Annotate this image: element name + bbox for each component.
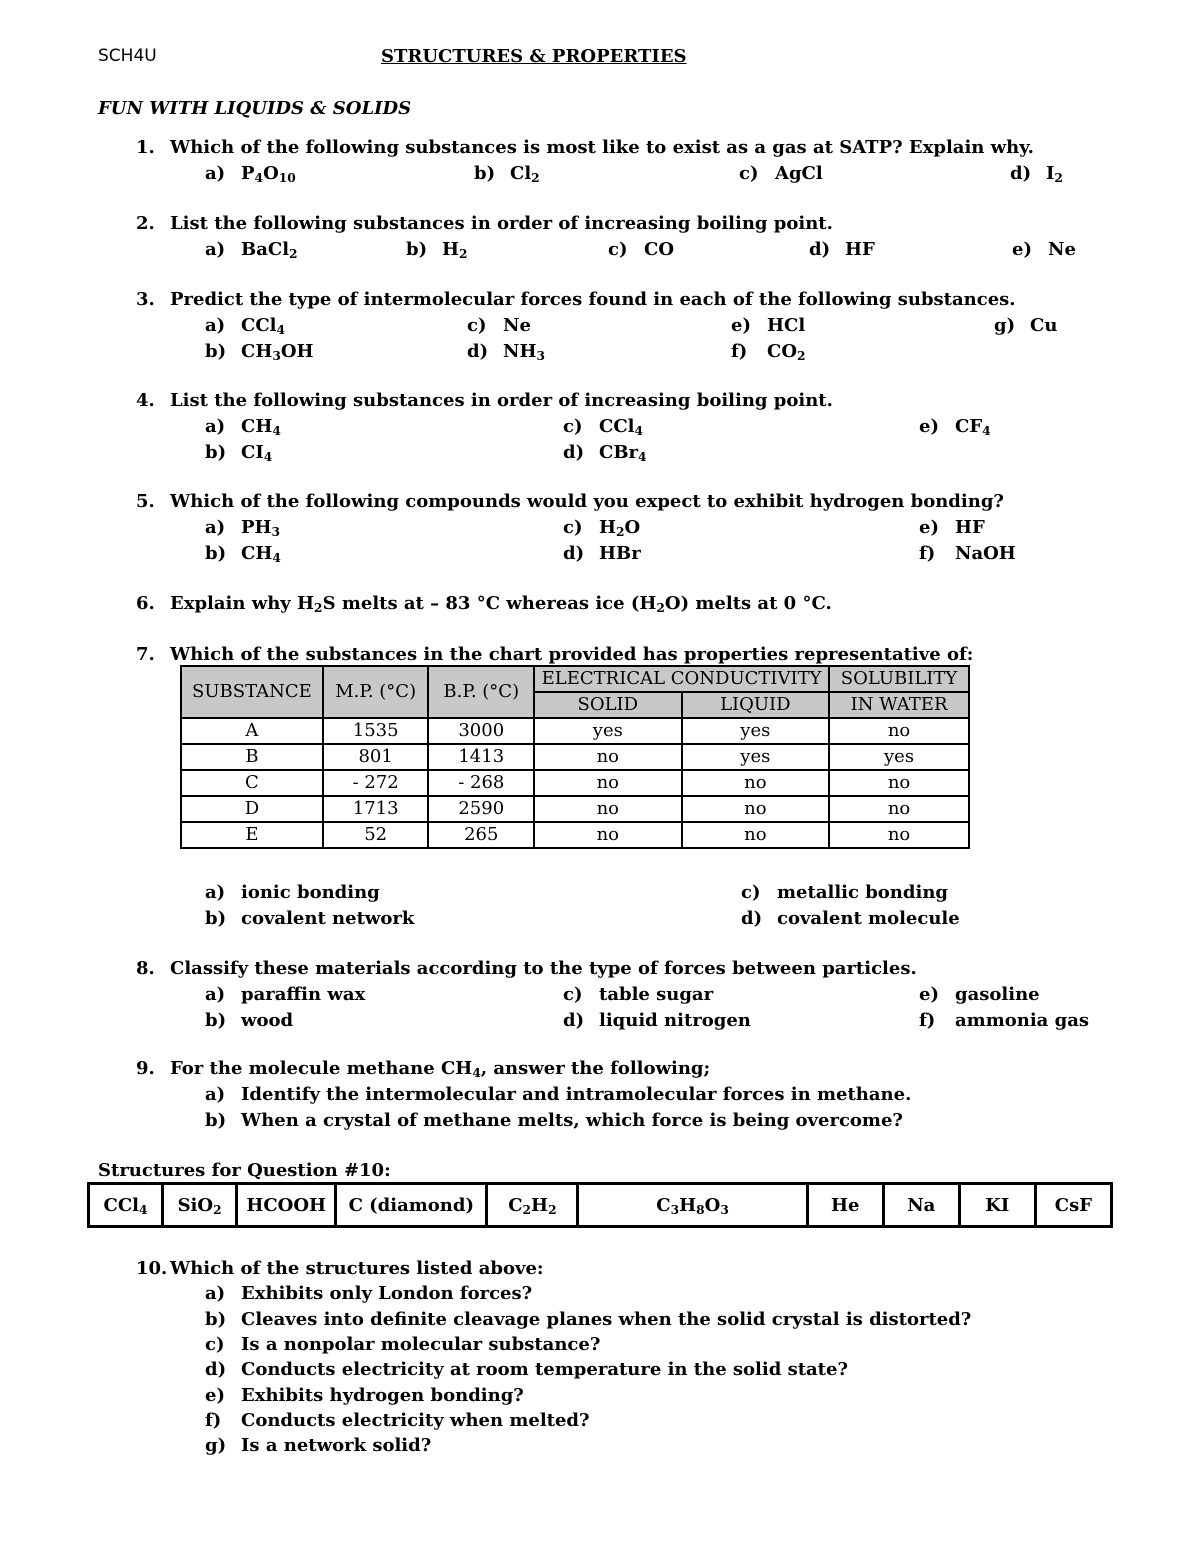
table-cell: no (829, 718, 969, 744)
header-melting-point: M.P. (°C) (323, 666, 429, 718)
structure-cell: CsF (1035, 1184, 1111, 1227)
option-text: CCl$_4$ (241, 315, 286, 338)
option-text: Identify the intermolecular and intramolecular forces in methane. (241, 1084, 912, 1105)
option-label: b) (474, 163, 496, 184)
q8-option (563, 986, 713, 1004)
option-text: HCl (767, 315, 806, 336)
structure-cell: $C_3H_8O_3$ (578, 1184, 807, 1227)
option-label: c) (205, 1334, 225, 1355)
q5-text: Which of the following compounds would you expect to exhibit hydrogen bonding? (170, 491, 1004, 512)
option-text: Exhibits only London forces? (241, 1283, 533, 1304)
q3-option (731, 341, 806, 364)
option-text: $CO_2$ (767, 341, 806, 364)
q5-number: 5. (136, 491, 155, 512)
option-label: a) (205, 315, 226, 336)
option-label: e) (205, 1385, 225, 1406)
option-label: d) (205, 1359, 227, 1380)
option-text: metallic bonding (777, 882, 948, 903)
table-cell: no (534, 744, 681, 770)
option-label: c) (608, 239, 628, 260)
table-cell: no (534, 822, 681, 848)
q8-option (919, 1012, 1089, 1030)
option-label: f) (919, 1010, 936, 1031)
q1-option (205, 163, 296, 186)
q10-option (205, 1285, 532, 1303)
q7-text: Which of the substances in the chart provided has properties representative of: (170, 644, 974, 665)
q5-option (919, 519, 985, 537)
option-label: a) (205, 882, 226, 903)
q10-option (205, 1387, 524, 1405)
q3-option (467, 317, 531, 335)
header-conductivity: ELECTRICAL CONDUCTIVITY (534, 666, 829, 692)
q5-option (205, 543, 281, 566)
q8-option (919, 986, 1040, 1004)
q4-option (205, 442, 273, 465)
page-title: STRUCTURES & PROPERTIES (381, 46, 687, 67)
table-cell: 801 (323, 744, 429, 770)
table-cell: C (181, 770, 323, 796)
option-text: gasoline (955, 984, 1040, 1005)
option-text: $H_2$ (442, 239, 468, 262)
option-text: $CH_4$ (241, 543, 281, 566)
option-label: d) (1010, 163, 1032, 184)
table-cell: no (682, 822, 830, 848)
option-label: d) (741, 908, 763, 929)
q1-text: Which of the following substances is most like to exist as a gas at SATP? Explain why. (170, 137, 1034, 158)
q10-option (205, 1336, 600, 1354)
structures-title: Structures for Question #10: (98, 1160, 391, 1181)
option-label: b) (205, 341, 227, 362)
table-cell: yes (534, 718, 681, 744)
q9-number: 9. (136, 1058, 155, 1079)
q3-option (205, 315, 286, 338)
option-label: e) (919, 517, 939, 538)
q2-number: 2. (136, 213, 155, 234)
option-label: d) (563, 442, 585, 463)
header-in-water: IN WATER (829, 692, 969, 718)
option-label: c) (741, 882, 761, 903)
q7-option (205, 910, 414, 928)
option-label: b) (205, 1010, 227, 1031)
table-cell: 1713 (323, 796, 429, 822)
table-cell: no (682, 770, 830, 796)
header-liquid: LIQUID (682, 692, 830, 718)
q9-option (205, 1112, 903, 1130)
option-text: CO (644, 239, 675, 260)
option-text: wood (241, 1010, 294, 1031)
table-cell: 2590 (428, 796, 534, 822)
option-label: c) (563, 517, 583, 538)
option-label: e) (731, 315, 751, 336)
table-cell: A (181, 718, 323, 744)
table-cell: no (829, 796, 969, 822)
q1-option (739, 165, 823, 183)
option-text: $Cl_2$ (510, 163, 540, 186)
option-label: b) (205, 543, 227, 564)
q10-option (205, 1437, 431, 1455)
option-label: f) (919, 543, 936, 564)
section-title: FUN WITH LIQUIDS & SOLIDS (98, 98, 412, 119)
q8-text: Classify these materials according to the type of forces between particles. (170, 958, 917, 979)
table-cell: 52 (323, 822, 429, 848)
option-text: Cu (1030, 315, 1058, 336)
option-label: e) (919, 416, 939, 437)
option-label: f) (205, 1410, 222, 1431)
option-label: d) (563, 1010, 585, 1031)
q8-option (205, 1012, 293, 1030)
header-solubility: SOLUBILITY (829, 666, 969, 692)
table-cell: B (181, 744, 323, 770)
option-text: Conducts electricity at room temperature in the solid state? (241, 1359, 848, 1380)
q1-option (1010, 163, 1063, 186)
table-row (181, 822, 969, 848)
option-text: covalent molecule (777, 908, 960, 929)
header-boiling-point: B.P. (°C) (428, 666, 534, 718)
option-text: $CF_4$ (955, 416, 991, 439)
q7-option (205, 884, 380, 902)
option-text: CCl$_4$ (599, 416, 644, 439)
q5-option (563, 545, 641, 563)
q7-option (741, 884, 948, 902)
option-text: $PH_3$ (241, 517, 281, 540)
option-text: covalent network (241, 908, 415, 929)
option-text: HF (845, 239, 875, 260)
structure-cell: KI (959, 1184, 1035, 1227)
q10-option (205, 1311, 971, 1329)
table-row (181, 796, 969, 822)
q2-option (1012, 241, 1076, 259)
option-text: Ne (1048, 239, 1076, 260)
structure-cell: He (807, 1184, 883, 1227)
option-label: b) (406, 239, 428, 260)
structure-cell: CCl$_4$ (89, 1184, 163, 1227)
q6-text: Explain why $H_2S$ melts at – 83 °C whereas ice $(H_2O)$ melts at 0 °C. (170, 593, 832, 616)
q2-option (809, 241, 875, 259)
option-text: $CH_4$ (241, 416, 281, 439)
q4-text: List the following substances in order of increasing boiling point. (170, 390, 833, 411)
structure-cell: SiO$_2$ (163, 1184, 237, 1227)
option-text: $NH_3$ (503, 341, 545, 364)
q2-option (205, 239, 298, 262)
option-label: a) (205, 1084, 226, 1105)
option-text: $CH_3OH$ (241, 341, 314, 364)
q10-text: Which of the structures listed above: (170, 1258, 544, 1279)
table-cell: no (829, 822, 969, 848)
table-cell: no (682, 796, 830, 822)
option-label: a) (205, 239, 226, 260)
option-label: a) (205, 984, 226, 1005)
option-label: c) (563, 984, 583, 1005)
option-text: paraffin wax (241, 984, 366, 1005)
q6-number: 6. (136, 593, 155, 614)
option-text: NaOH (955, 543, 1016, 564)
q1-number: 1. (136, 137, 155, 158)
option-text: AgCl (775, 163, 823, 184)
option-text: HBr (599, 543, 641, 564)
q10-number: 10. (136, 1258, 168, 1279)
q3-option (994, 317, 1057, 335)
q4-number: 4. (136, 390, 155, 411)
q4-option (563, 442, 647, 465)
q3-number: 3. (136, 289, 155, 310)
q8-option (563, 1012, 751, 1030)
table-row (181, 744, 969, 770)
option-text: Is a network solid? (241, 1435, 432, 1456)
option-label: f) (731, 341, 748, 362)
option-label: c) (563, 416, 583, 437)
header-solid: SOLID (534, 692, 681, 718)
structure-cell: $C_2H_2$ (487, 1184, 578, 1227)
table-cell: 265 (428, 822, 534, 848)
table-cell: 3000 (428, 718, 534, 744)
option-text: When a crystal of methane melts, which force is being overcome? (241, 1110, 903, 1131)
q5-option (205, 517, 281, 540)
option-label: g) (205, 1435, 227, 1456)
option-label: a) (205, 1283, 226, 1304)
table-cell: no (829, 770, 969, 796)
structure-cell: C (diamond) (336, 1184, 487, 1227)
option-text: ionic bonding (241, 882, 380, 903)
option-label: b) (205, 908, 227, 929)
option-label: d) (563, 543, 585, 564)
q9-text: For the molecule methane $CH_4$, answer the following; (170, 1058, 711, 1081)
q2-text: List the following substances in order of increasing boiling point. (170, 213, 833, 234)
table-row (181, 770, 969, 796)
table-cell: - 268 (428, 770, 534, 796)
q7-option (741, 910, 960, 928)
structure-cell: HCOOH (237, 1184, 336, 1227)
option-label: a) (205, 416, 226, 437)
option-text: BaCl$_2$ (241, 239, 298, 262)
table-cell: no (534, 796, 681, 822)
q9-option (205, 1086, 911, 1104)
table-row (181, 718, 969, 744)
q5-option (563, 517, 641, 540)
table-cell: E (181, 822, 323, 848)
option-label: d) (809, 239, 831, 260)
option-text: Exhibits hydrogen bonding? (241, 1385, 524, 1406)
q4-option (563, 416, 644, 439)
q4-option (205, 416, 281, 439)
option-text: Is a nonpolar molecular substance? (241, 1334, 601, 1355)
properties-table (180, 665, 970, 849)
q5-option (919, 545, 1016, 563)
table-cell: no (534, 770, 681, 796)
option-text: $P_4O_{10}$ (241, 163, 296, 186)
table-cell: - 272 (323, 770, 429, 796)
option-text: Conducts electricity when melted? (241, 1410, 590, 1431)
option-label: g) (994, 315, 1016, 336)
option-text: CBr$_4$ (599, 442, 647, 465)
option-label: d) (467, 341, 489, 362)
header-substance: SUBSTANCE (181, 666, 323, 718)
q10-option (205, 1412, 590, 1430)
option-label: b) (205, 1309, 227, 1330)
option-text: ammonia gas (955, 1010, 1089, 1031)
table-cell: yes (682, 718, 830, 744)
table-cell: D (181, 796, 323, 822)
option-label: b) (205, 442, 227, 463)
q3-option (205, 341, 314, 364)
q3-text: Predict the type of intermolecular forces found in each of the following substances. (170, 289, 1016, 310)
option-label: b) (205, 1110, 227, 1131)
q1-option (474, 163, 540, 186)
structures-table (87, 1182, 1113, 1228)
q4-option (919, 416, 991, 439)
option-text: liquid nitrogen (599, 1010, 751, 1031)
option-text: Ne (503, 315, 531, 336)
option-label: a) (205, 163, 226, 184)
option-text: table sugar (599, 984, 714, 1005)
option-label: a) (205, 517, 226, 538)
option-text: Cleaves into definite cleavage planes when the solid crystal is distorted? (241, 1309, 972, 1330)
option-label: c) (739, 163, 759, 184)
option-label: c) (467, 315, 487, 336)
option-text: $H_2O$ (599, 517, 641, 540)
q8-option (205, 986, 365, 1004)
table-cell: 1413 (428, 744, 534, 770)
option-text: HF (955, 517, 985, 538)
option-text: $I_2$ (1046, 163, 1063, 186)
q2-option (608, 241, 674, 259)
option-text: $CI_4$ (241, 442, 273, 465)
q3-option (467, 341, 545, 364)
course-code: SCH4U (98, 46, 157, 66)
q8-number: 8. (136, 958, 155, 979)
structure-cell: Na (883, 1184, 959, 1227)
q10-option (205, 1361, 848, 1379)
option-label: e) (919, 984, 939, 1005)
q3-option (731, 317, 805, 335)
q7-number: 7. (136, 644, 155, 665)
table-cell: yes (682, 744, 830, 770)
option-label: e) (1012, 239, 1032, 260)
table-cell: 1535 (323, 718, 429, 744)
q2-option (406, 239, 468, 262)
table-cell: yes (829, 744, 969, 770)
